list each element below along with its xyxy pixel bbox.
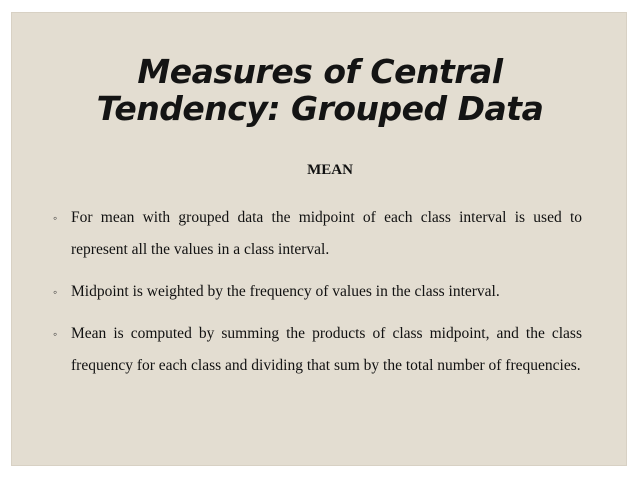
bullet-list xyxy=(52,202,582,392)
slide xyxy=(11,12,627,466)
slide-title xyxy=(12,53,628,127)
section-heading-mean: MEAN xyxy=(307,162,353,178)
bullet-circle-icon: ◦ xyxy=(53,327,58,341)
bullet-text: Midpoint is weighted by the frequency of values in the class interval. xyxy=(71,283,500,300)
bullet-text: For mean with grouped data the midpoint of each class interval is used to represent all the values in a class interval. xyxy=(71,209,582,258)
bullet-item xyxy=(52,202,582,266)
bullet-circle-icon: ◦ xyxy=(53,285,58,299)
bullet-item xyxy=(52,276,582,308)
slide-title-line-1: Measures of Central xyxy=(137,52,503,91)
bullet-text: Mean is computed by summing the products of class midpoint, and the class frequency for each class and dividing that sum by the total number of frequencies. xyxy=(71,325,582,374)
slide-title-line-2: Tendency: Grouped Data xyxy=(96,89,544,128)
bullet-item xyxy=(52,318,582,382)
bullet-circle-icon: ◦ xyxy=(53,211,58,225)
